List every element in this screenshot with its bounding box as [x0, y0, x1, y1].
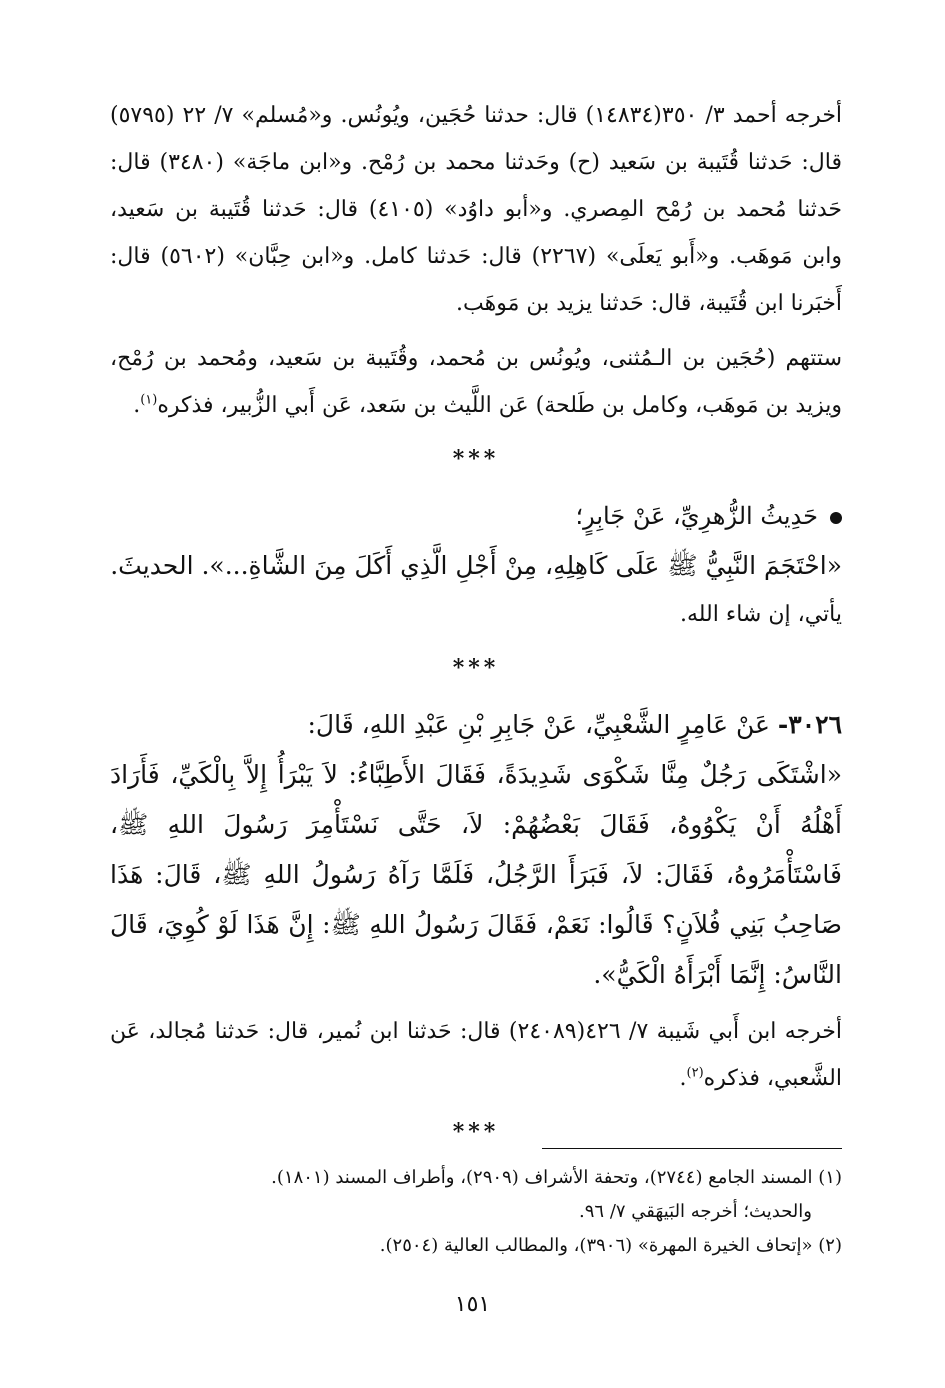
footnote-ref-1: (١) — [140, 392, 158, 408]
footnotes-block — [110, 1148, 842, 1263]
takhrij-paragraph-1 — [110, 92, 842, 327]
hadith-3026-heading — [110, 700, 842, 750]
hadith-zuhri-note: يأتي، إن شاء الله. — [679, 602, 842, 627]
separator-stars-3: *** — [452, 1119, 500, 1145]
hadith-zuhri-title: حَدِيثُ الزُّهرِيِّ، عَنْ جَابِرٍ؛ — [575, 502, 818, 530]
page-number: ١٥١ — [454, 1292, 491, 1317]
separator-stars-2: *** — [452, 655, 500, 681]
sittatuhum-text: ستتهم (حُجَين بن الـمُثنى، ويُونُس بن مُحمد، وقُتَيبة بن سَعيد، ومُحمد بن رُمْح، ويزيد بن مَوهَب، وكامل بن طَلحة) عَن اللَّيث بن سَعد، عَن أَبي الزُّبير، فذكره — [110, 346, 842, 418]
separator-stars-1: *** — [452, 446, 500, 472]
takhrij-text-2: أخرجه ابن أَبي شَيبة ٧/ ٤٢٦(٢٤٠٨٩) قال: حَدثنا ابن نُمير، قال: حَدثنا مُجالد، عَن الشَّعبي، فذكره — [110, 1019, 843, 1091]
hadith-zuhri-text: «احْتَجَمَ النَّبِيُّ ﷺ عَلَى كَاهِلِهِ، مِنْ أَجْلِ الَّذِي أَكَلَ مِنَ الشَّاةِ...». الحديثَ. — [110, 551, 842, 580]
takhrij-text-1: أخرجه أحمد ٣/ ٣٥٠(١٤٨٣٤) قال: حدثنا حُجَين، ويُونُس. و«مُسلم» ٧/ ٢٢ (٥٧٩٥) قال: حَدثنا قُتَيبة بن سَعيد (ح) وحَدثنا محمد بن رُمْح. و«ابن ماجَة» (٣٤٨٠) قال: حَدثنا مُحمد بن رُمْح المِصري. و«أبو داوُد» (٤١٠٥) قال: حَدثنا قُتَيبة بن سَعيد، وابن مَوهَب. و«أَبو يَعلَى» (٢٢٦٧) قال: حَدثنا كامل. و«ابن حِبَّان» (٥٦٠٢) قال: أَخبَرنا ابن قُتَيبة، قال: حَدثنا يزيد بن مَوهَب. — [110, 103, 843, 316]
footnote-2: (٢) «إتحاف الخيرة المهرة» (٣٩٠٦)، والمطالب العالية (٢٥٠٤). — [379, 1235, 842, 1256]
bullet-icon — [830, 512, 842, 524]
footnote-divider — [542, 1148, 842, 1149]
main-text-block — [110, 92, 842, 1164]
hadith-3026-isnad: عَنْ عَامِرٍ الشَّعْبِيِّ، عَنْ جَابِرِ بْنِ عَبْدِ اللهِ، قَالَ: — [307, 710, 770, 739]
hadith-zuhri-heading — [110, 491, 842, 541]
footnote-ref-2: (٢) — [686, 1065, 704, 1081]
takhrij-paragraph-2: أخرجه ابن أَبي شَيبة ٧/ ٤٢٦(٢٤٠٨٩) قال: حَدثنا ابن نُمير، قال: حَدثنا مُجالد، عَن الشَّعبي، فذكره$^{(٢)}$. — [110, 1019, 843, 1091]
sittatuhum-paragraph: ستتهم (حُجَين بن الـمُثنى، ويُونُس بن مُحمد، وقُتَيبة بن سَعيد، ومُحمد بن رُمْح، ويزيد بن مَوهَب، وكامل بن طَلحة) عَن اللَّيث بن سَعد، عَن أَبي الزُّبير، فذكره$^{(١)}$. — [110, 346, 842, 418]
hadith-number: ٣٠٢٦- — [777, 710, 842, 739]
footnote-1-continuation: والحديث؛ أخرجه البَيهَقي ٧/ ٩٦. — [579, 1201, 812, 1222]
hadith-3026-matn: «اشْتَكَى رَجُلٌ مِنَّا شَكْوَى شَدِيدَةً، فَقَالَ الأَطِبَّاءُ: لاَ يَبْرَأُ إِلاَّ بِالْكَيِّ، فَأَرَادَ أَهْلُهُ أَنْ يَكْوُوهُ، فَقَالَ بَعْضُهُمْ: لاَ، حَتَّى نَسْتَأْمِرَ رَسُولَ اللهِ ﷺ، فَاسْتَأْمَرُوهُ، فَقَالَ: لاَ، فَبَرَأَ الرَّجُلُ، فَلَمَّا رَآهُ رَسُولُ اللهِ ﷺ، قَالَ: هَذَا صَاحِبُ بَنِي فُلاَنٍ؟ قَالُوا: نَعَمْ، فَقَالَ رَسُولُ اللهِ ﷺ: إِنَّ هَذَا لَوْ كُوِيَ، قَالَ النَّاسُ: إِنَّمَا أَبْرَأَهُ الْكَيُّ». — [110, 760, 842, 989]
footnote-1: (١) المسند الجامع (٢٧٤٤)، وتحفة الأشراف (٢٩٠٩)، وأطراف المسند (١٨٠١). — [271, 1167, 842, 1188]
